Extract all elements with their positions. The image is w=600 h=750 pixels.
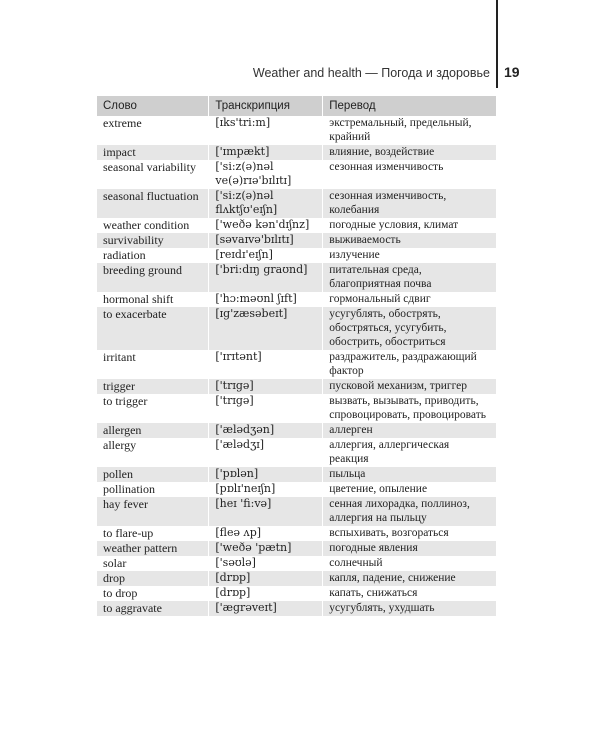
transcription-cell: ['hɔ:məʊnl ʃɪft] <box>209 292 323 307</box>
table-row <box>97 145 497 160</box>
page-number: 19 <box>504 64 520 80</box>
transcription-cell: [reɪdɪ'eɪʃn] <box>209 248 323 263</box>
translation-cell: цветение, опыление <box>323 482 497 497</box>
table-row <box>97 438 497 467</box>
word-cell: hay fever <box>97 497 209 526</box>
word-cell: breeding ground <box>97 263 209 292</box>
translation-cell: аллерген <box>323 423 497 438</box>
transcription-cell: ['ɪmpækt] <box>209 145 323 160</box>
transcription-cell: ['weðə kən'dɪʃnz] <box>209 218 323 233</box>
transcription-cell: [ɪks'tri:m] <box>209 116 323 145</box>
table-row <box>97 292 497 307</box>
translation-cell: капать, снижаться <box>323 586 497 601</box>
table-row <box>97 233 497 248</box>
transcription-cell: [heɪ 'fi:və] <box>209 497 323 526</box>
table-row <box>97 526 497 541</box>
translation-cell: питательная среда, благоприятная почва <box>323 263 497 292</box>
table-row <box>97 482 497 497</box>
transcription-cell: ['ægrəveɪt] <box>209 601 323 616</box>
transcription-cell: [fleə ʌp] <box>209 526 323 541</box>
transcription-cell: ['ɪrɪtənt] <box>209 350 323 379</box>
margin-rule <box>496 0 498 88</box>
table-row <box>97 586 497 601</box>
word-cell: to aggravate <box>97 601 209 616</box>
translation-cell: вызвать, вызывать, приводить, спровоцировать, провоцировать <box>323 394 497 423</box>
word-cell: allergen <box>97 423 209 438</box>
table-row <box>97 497 497 526</box>
table-row <box>97 218 497 233</box>
translation-cell: сезонная изменчивость <box>323 160 497 189</box>
word-cell: impact <box>97 145 209 160</box>
transcription-cell: [drɒp] <box>209 586 323 601</box>
word-cell: radiation <box>97 248 209 263</box>
table-row <box>97 160 497 189</box>
transcription-cell: [səvaɪvə'bɪlɪtɪ] <box>209 233 323 248</box>
table-row <box>97 189 497 218</box>
word-cell: pollen <box>97 467 209 482</box>
translation-cell: погодные условия, климат <box>323 218 497 233</box>
table-row <box>97 571 497 586</box>
table-row <box>97 556 497 571</box>
transcription-cell: [drɒp] <box>209 571 323 586</box>
table-row <box>97 601 497 616</box>
translation-cell: излучение <box>323 248 497 263</box>
translation-cell: капля, падение, снижение <box>323 571 497 586</box>
transcription-cell: ['si:z(ə)nəl flʌktʃʊ'eɪʃn] <box>209 189 323 218</box>
table-row <box>97 116 497 145</box>
table-row <box>97 423 497 438</box>
translation-cell: солнечный <box>323 556 497 571</box>
transcription-cell: ['səʊlə] <box>209 556 323 571</box>
translation-cell: аллергия, аллергическая реакция <box>323 438 497 467</box>
translation-cell: сезонная изменчивость, колебания <box>323 189 497 218</box>
translation-cell: пыльца <box>323 467 497 482</box>
transcription-cell: ['trɪgə] <box>209 394 323 423</box>
column-header-word: Слово <box>97 96 209 116</box>
transcription-cell: ['pɒlən] <box>209 467 323 482</box>
table-row <box>97 379 497 394</box>
column-header-translation: Перевод <box>323 96 497 116</box>
translation-cell: выживаемость <box>323 233 497 248</box>
word-cell: seasonal fluctuation <box>97 189 209 218</box>
transcription-cell: ['si:z(ə)nəl ve(ə)rɪə'bɪlɪtɪ] <box>209 160 323 189</box>
translation-cell: сенная лихорадка, поллиноз, аллергия на пыльцу <box>323 497 497 526</box>
word-cell: extreme <box>97 116 209 145</box>
running-head: Weather and health — Погода и здоровье <box>252 66 490 80</box>
transcription-cell: ['bri:dɪŋ graʊnd] <box>209 263 323 292</box>
table-row <box>97 541 497 556</box>
word-cell: drop <box>97 571 209 586</box>
word-cell: survivability <box>97 233 209 248</box>
word-cell: allergy <box>97 438 209 467</box>
word-cell: seasonal variability <box>97 160 209 189</box>
translation-cell: экстремальный, предельный, крайний <box>323 116 497 145</box>
table-row <box>97 394 497 423</box>
transcription-cell: ['ælədʒɪ] <box>209 438 323 467</box>
transcription-cell: ['weðə 'pætn] <box>209 541 323 556</box>
vocabulary-table <box>97 96 497 616</box>
table-row <box>97 307 497 350</box>
translation-cell: усугублять, обострять, обостряться, усугубить, обострить, обостриться <box>323 307 497 350</box>
translation-cell: влияние, воздействие <box>323 145 497 160</box>
transcription-cell: ['trɪgə] <box>209 379 323 394</box>
column-header-transcription: Транскрипция <box>209 96 323 116</box>
table-body <box>97 116 497 616</box>
translation-cell: пусковой механизм, триггер <box>323 379 497 394</box>
translation-cell: усугублять, ухудшать <box>323 601 497 616</box>
word-cell: trigger <box>97 379 209 394</box>
word-cell: to trigger <box>97 394 209 423</box>
word-cell: weather condition <box>97 218 209 233</box>
translation-cell: гормональный сдвиг <box>323 292 497 307</box>
transcription-cell: [pɒlɪ'neɪʃn] <box>209 482 323 497</box>
translation-cell: раздражитель, раздражающий фактор <box>323 350 497 379</box>
table-row <box>97 248 497 263</box>
word-cell: to drop <box>97 586 209 601</box>
table-row <box>97 263 497 292</box>
word-cell: solar <box>97 556 209 571</box>
word-cell: pollination <box>97 482 209 497</box>
transcription-cell: ['ælədʒən] <box>209 423 323 438</box>
word-cell: irritant <box>97 350 209 379</box>
word-cell: weather pattern <box>97 541 209 556</box>
translation-cell: вспыхивать, возгораться <box>323 526 497 541</box>
word-cell: hormonal shift <box>97 292 209 307</box>
translation-cell: погодные явления <box>323 541 497 556</box>
table-row <box>97 467 497 482</box>
word-cell: to exacerbate <box>97 307 209 350</box>
transcription-cell: [ɪg'zæsəbeɪt] <box>209 307 323 350</box>
table-header-row <box>97 96 497 116</box>
word-cell: to flare-up <box>97 526 209 541</box>
table-row <box>97 350 497 379</box>
